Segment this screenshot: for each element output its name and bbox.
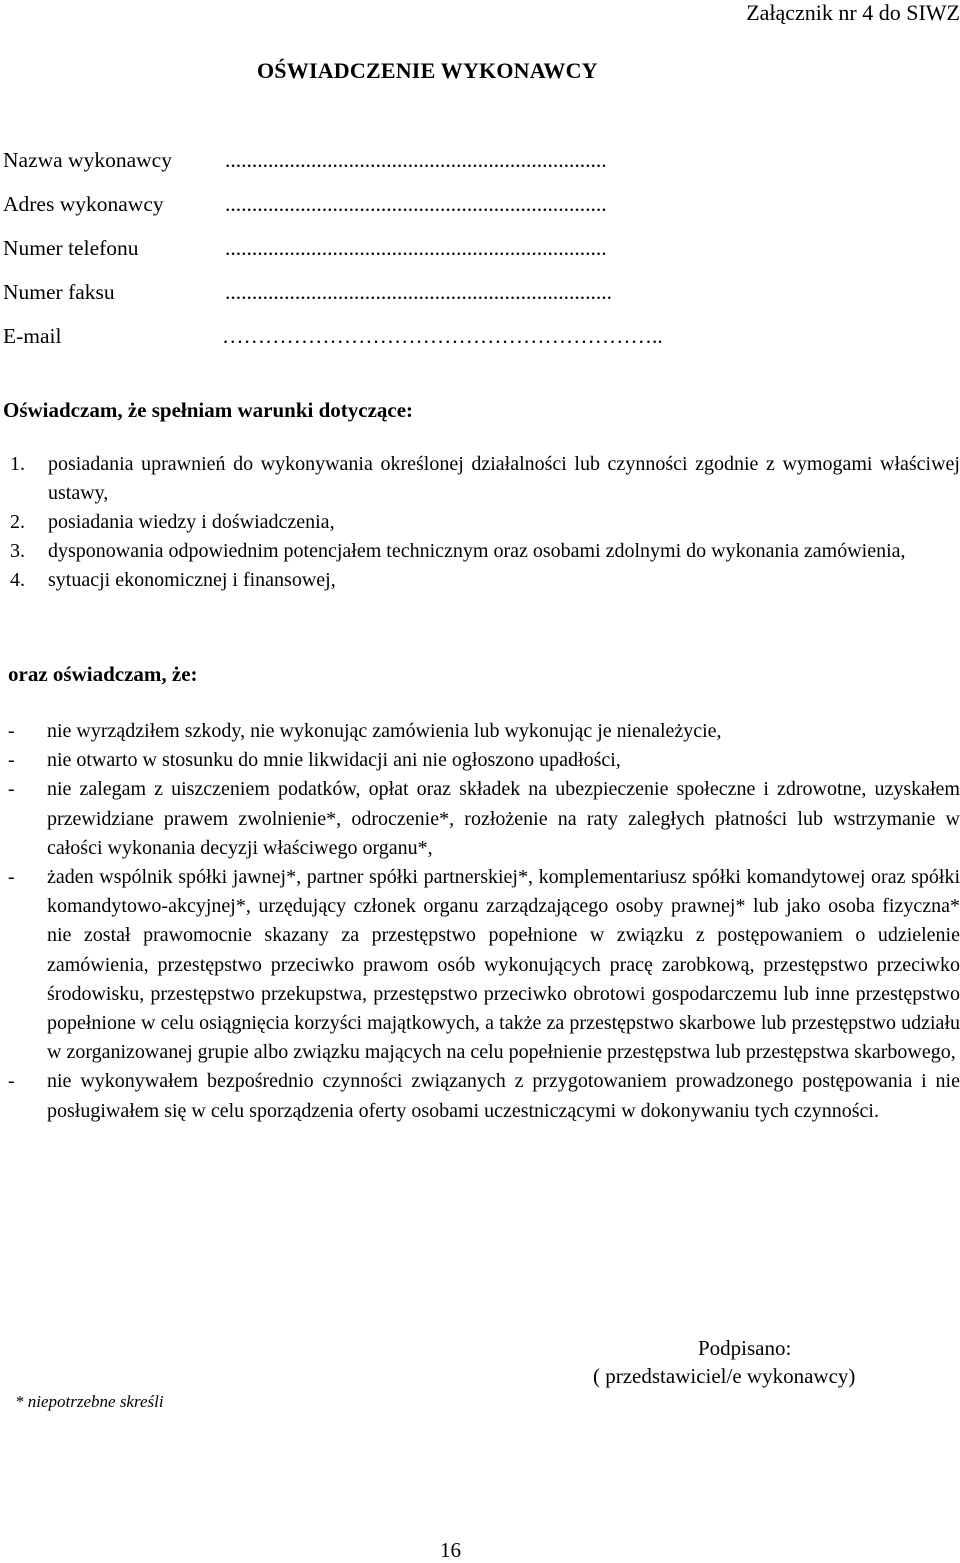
condition-number: 3. (10, 540, 25, 562)
condition-text: sytuacji ekonomicznej i finansowej, (48, 569, 336, 591)
statement-item (0, 775, 960, 863)
document-title: OŚWIADCZENIE WYKONAWCY (257, 58, 598, 83)
signature-signer: ( przedstawiciel/e wykonawcy) (593, 1364, 856, 1388)
condition-text: posiadania wiedzy i doświadczenia, (48, 511, 335, 533)
field-label-address: Adres wykonawcy (3, 192, 164, 216)
statement-text: nie wykonywałem bezpośrednio czynności związanych z przygotowaniem prowadzonego postępowania i nie posługiwałem się w celu sporządzenia oferty osobami uczestniczącymi w dokonywaniu tych czynności. (47, 1070, 960, 1122)
statement-text: nie wyrządziłem szkody, nie wykonując zamówienia lub wykonując je nienależycie, (47, 720, 722, 742)
statement-dash: - (8, 720, 15, 742)
condition-number: 2. (10, 511, 25, 533)
statement-dash: - (8, 749, 15, 772)
statements-list (0, 717, 960, 1126)
field-dots-phone: ....................................................................... (225, 236, 607, 260)
statement-text: nie zalegam z uiszczeniem podatków, opłat oraz składek na ubezpieczenie społeczne i zdrowotne, uzyskałem przewidziane prawem zwolnienie*, odroczenie*, rozłożenie na raty zaległych płatności lub wstrzymanie w całości wykonania decyzji właściwego organu*, (47, 778, 960, 859)
condition-text: posiadania uprawnień do wykonywania określonej działalności lub czynności zgodnie z wymogami właściwej ustawy, (48, 453, 960, 504)
statement-item (0, 717, 960, 746)
statement-intro: oraz oświadczam, że: (8, 662, 198, 686)
field-label-email: E-mail (3, 324, 62, 348)
field-label-fax: Numer faksu (3, 280, 115, 304)
annex-label: Załącznik nr 4 do SIWZ (746, 0, 960, 25)
condition-item (0, 508, 960, 537)
condition-item (0, 566, 960, 595)
statement-item (0, 746, 960, 775)
field-dots-address: ....................................................................... (225, 192, 607, 216)
condition-number: 1. (10, 453, 25, 475)
statement-item (0, 863, 960, 1067)
field-dots-email: …………………………………………………….. (222, 324, 663, 348)
statement-item (0, 1067, 960, 1125)
conditions-intro: Oświadczam, że spełniam warunki dotyczące: (3, 398, 414, 422)
condition-item (0, 537, 960, 566)
statement-text: nie otwarto w stosunku do mnie likwidacji ani nie ogłoszono upadłości, (47, 749, 621, 772)
signature-label: Podpisano: (698, 1336, 792, 1360)
statement-text: żaden wspólnik spółki jawnej*, partner spółki partnerskiej*, komplementariusz spółki komandytowej oraz spółki komandytowo-akcyjnej*, urzędujący członek organu zarządzającego osoby prawnej* lub jako osoba fizyczna* nie został prawomocnie skazany za przestępstwo popełnione w związku z postępowaniem o udzielenie zamówienia, przestępstwo przeciwko prawom osób wykonujących pracę zarobkową, przestępstwo przeciwko środowisku, przestępstwo przekupstwa, przestępstwo przeciwko obrotowi gospodarczemu lub inne przestępstwo popełnione w celu osiągnięcia korzyści majątkowych, a także za przestępstwo skarbowe lub przestępstwo udziału w zorganizowanej grupie albo związku mających na celu popełnienie przestępstwa lub przestępstwa skarbowego, (47, 866, 960, 1064)
statement-dash: - (8, 866, 15, 889)
statement-dash: - (8, 778, 15, 801)
condition-number: 4. (10, 569, 25, 591)
statement-dash: - (8, 1070, 15, 1093)
condition-text: dysponowania odpowiednim potencjałem technicznym oraz osobami zdolnymi do wykonania zamówienia, (48, 540, 906, 562)
field-dots-name: ....................................................................... (225, 148, 607, 172)
condition-item (0, 450, 960, 508)
field-dots-fax: ........................................................................ (225, 280, 612, 304)
conditions-list (0, 450, 960, 595)
page-number: 16 (440, 1538, 461, 1562)
field-label-phone: Numer telefonu (3, 236, 139, 260)
footnote: * niepotrzebne skreśli (15, 1392, 164, 1411)
field-label-name: Nazwa wykonawcy (3, 148, 172, 172)
